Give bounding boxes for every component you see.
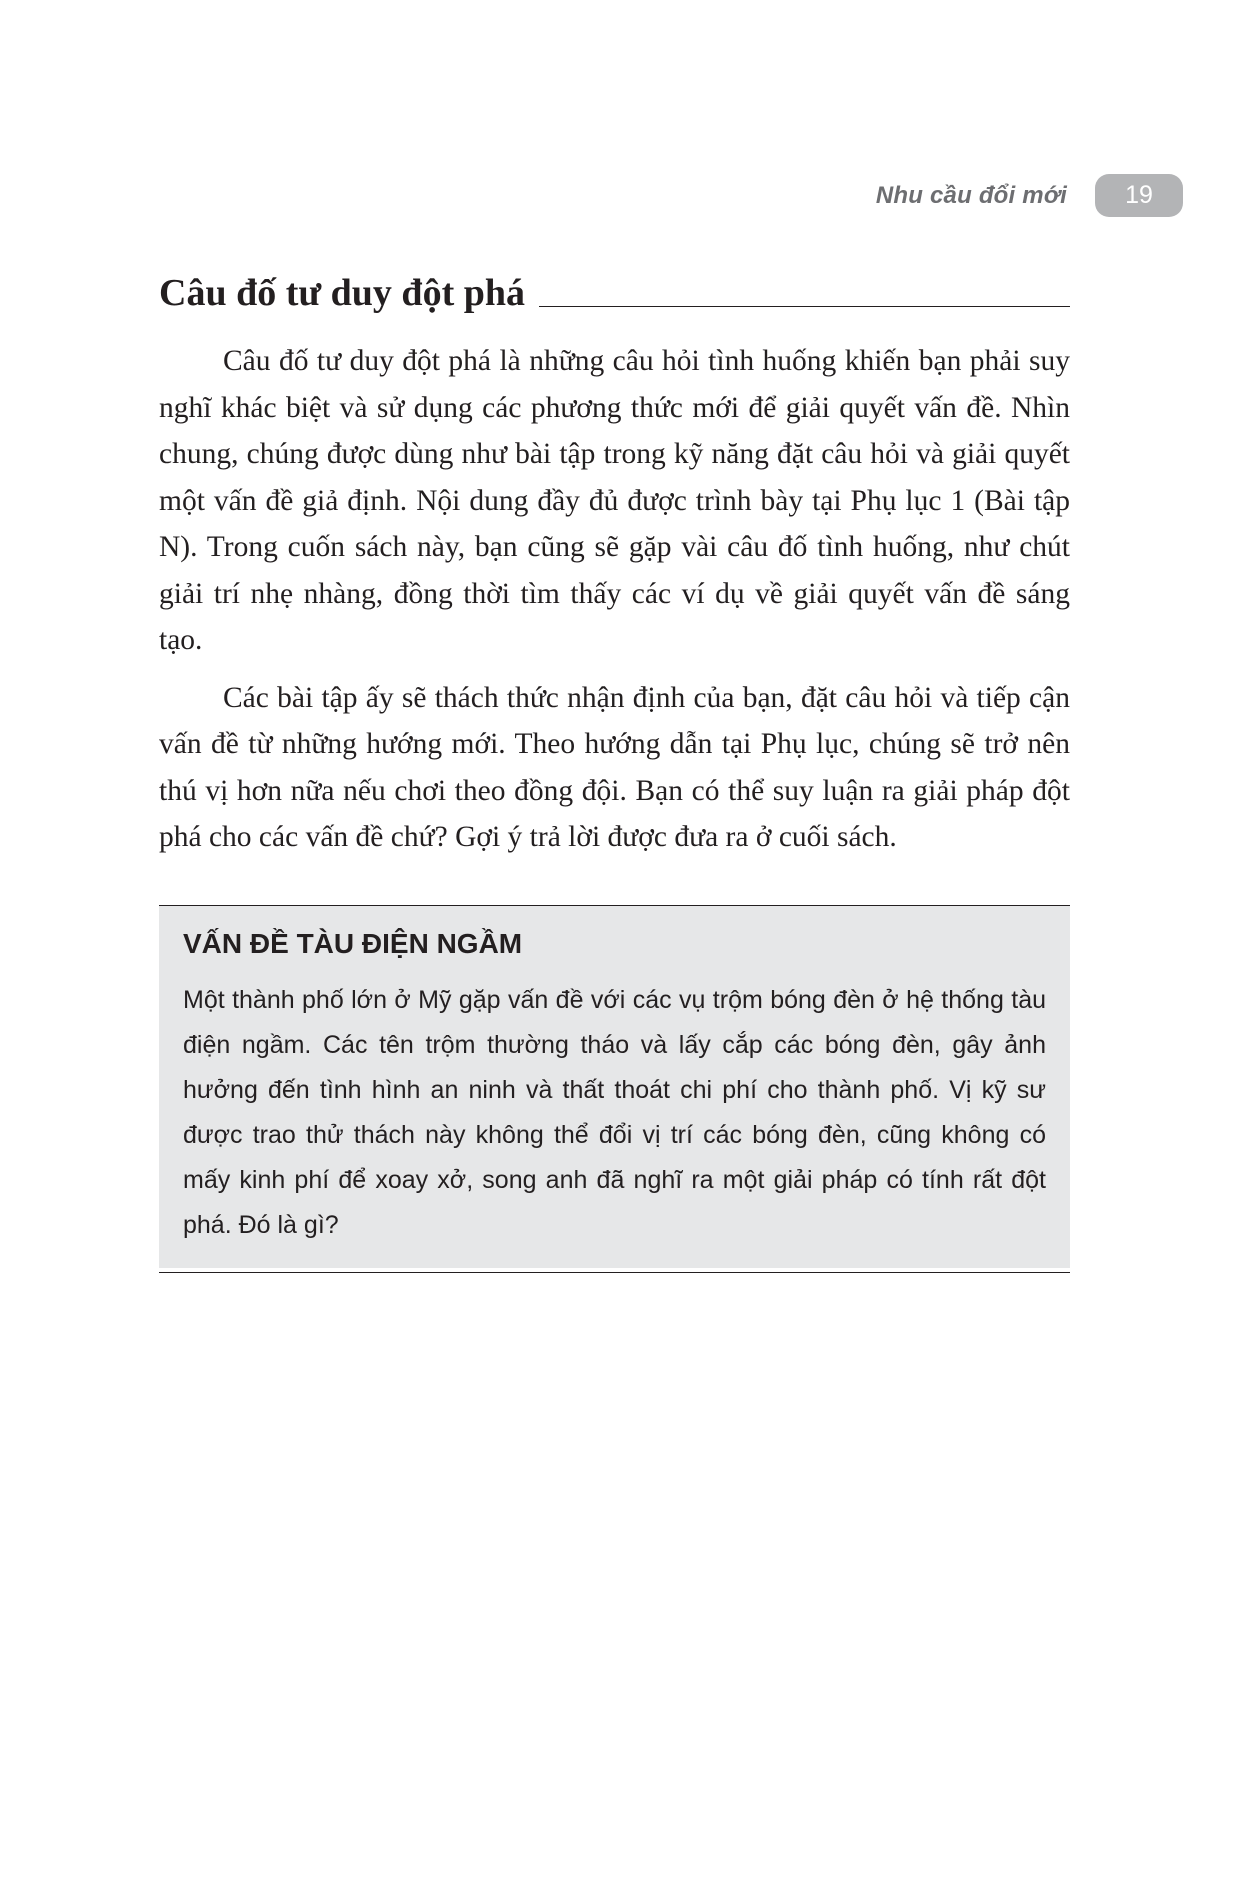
section-heading-text: Câu đố tư duy đột phá bbox=[159, 272, 525, 314]
sidebar-title: VẤN ĐỀ TÀU ĐIỆN NGẦM bbox=[183, 927, 523, 959]
sidebar-box bbox=[159, 905, 1070, 1273]
body-paragraph-1: Câu đố tư duy đột phá là những câu hỏi tình huống khiến bạn phải suy nghĩ khác biệt và sử dụng các phương thức mới để giải quyết vấn đề. Nhìn chung, chúng được dùng như bài tập trong kỹ năng đặt câu hỏi và giải quyết một vấn đề giả định. Nội dung đầy đủ được trình bày tại Phụ lục 1 (Bài tập N). Trong cuốn sách này, bạn cũng sẽ gặp vài câu đố tình huống, như chút giải trí nhẹ nhàng, đồng thời tìm thấy các ví dụ về giải quyết vấn đề sáng tạo. bbox=[159, 345, 1070, 656]
section-heading bbox=[159, 270, 1070, 316]
sidebar-text: Một thành phố lớn ở Mỹ gặp vấn đề với các vụ trộm bóng đèn ở hệ thống tàu điện ngầm. Các tên trộm thường tháo và lấy cắp các bóng đèn, gây ảnh hưởng đến tình hình an ninh và thất thoát chi phí cho thành phố. Vị kỹ sư được trao thử thách này không thể đổi vị trí các bóng đèn, cũng không có mấy kinh phí để xoay xở, song anh đã nghĩ ra một giải pháp có tính rất đột phá. Đó là gì? bbox=[183, 985, 1046, 1239]
body-paragraph-2: Các bài tập ấy sẽ thách thức nhận định của bạn, đặt câu hỏi và tiếp cận vấn đề từ những hướng mới. Theo hướng dẫn tại Phụ lục, chúng sẽ trở nên thú vị hơn nữa nếu chơi theo đồng đội. Bạn có thể suy luận ra giải pháp đột phá cho các vấn đề chứ? Gợi ý trả lời được đưa ra ở cuối sách. bbox=[159, 681, 1070, 853]
chapter-title: Nhu cầu đổi mới bbox=[875, 181, 1067, 209]
sidebar-inner bbox=[159, 906, 1070, 1268]
page-number-badge: 19 bbox=[1095, 174, 1183, 217]
heading-rule bbox=[539, 306, 1070, 307]
running-header bbox=[876, 174, 1183, 217]
page-content bbox=[159, 270, 1070, 1273]
